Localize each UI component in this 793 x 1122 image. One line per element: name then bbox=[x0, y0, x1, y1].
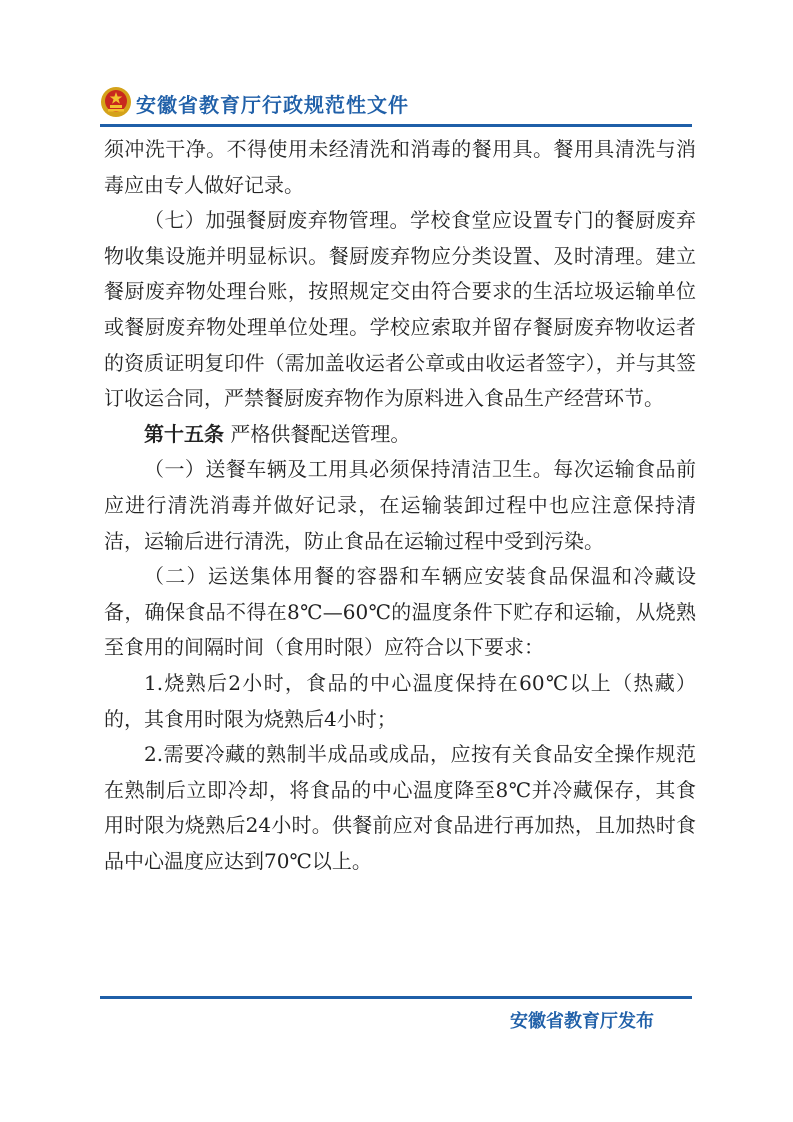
national-emblem-icon bbox=[100, 86, 132, 118]
paragraph-item-2: （二）运送集体用餐的容器和车辆应安装食品保温和冷藏设备，确保食品不得在8℃—60℃的温度条件下贮存和运输，从烧熟至食用的间隔时间（食用时限）应符合以下要求： bbox=[104, 564, 696, 660]
paragraph-continuation: 须冲洗干净。不得使用未经清洗和消毒的餐用具。餐用具清洗与消毒应由专人做好记录。 bbox=[104, 137, 696, 197]
footer-publisher: 安徽省教育厅发布 bbox=[510, 1011, 654, 1032]
article-text: 严格供餐配送管理。 bbox=[224, 421, 411, 446]
article-label: 第十五条 bbox=[144, 421, 224, 446]
article-15 bbox=[104, 417, 696, 453]
header-rule bbox=[100, 124, 692, 127]
document-body bbox=[104, 132, 696, 879]
footer-rule bbox=[100, 996, 692, 999]
document-header bbox=[100, 86, 700, 126]
requirement-1: 1.烧熟后2小时，食品的中心温度保持在60℃以上（热藏）的，其食用时限为烧熟后4小时； bbox=[104, 670, 696, 731]
paragraph-item-7: （七）加强餐厨废弃物管理。学校食堂应设置专门的餐厨废弃物收集设施并明显标识。餐厨废弃物应分类设置、及时清理。建立餐厨废弃物处理台账，按照规定交由符合要求的生活垃圾运输单位或餐厨废弃物处理单位处理。学校应索取并留存餐厨废弃物收运者的资质证明复印件（需加盖收运者公章或由收运者签字），并与其签订收运合同，严禁餐厨废弃物作为原料进入食品生产经营环节。 bbox=[104, 208, 696, 411]
paragraph-item-1: （一）送餐车辆及工用具必须保持清洁卫生。每次运输食品前应进行清洗消毒并做好记录，在运输装卸过程中也应注意保持清洁，运输后进行清洗，防止食品在运输过程中受到污染。 bbox=[104, 457, 696, 553]
requirement-2: 2.需要冷藏的熟制半成品或成品，应按有关食品安全操作规范在熟制后立即冷却，将食品的中心温度降至8℃并冷藏保存，其食用时限为烧熟后24小时。供餐前应对食品进行再加热，且加热时食品中心温度应达到70℃以上。 bbox=[104, 742, 696, 873]
header-title: 安徽省教育厅行政规范性文件 bbox=[136, 93, 409, 117]
